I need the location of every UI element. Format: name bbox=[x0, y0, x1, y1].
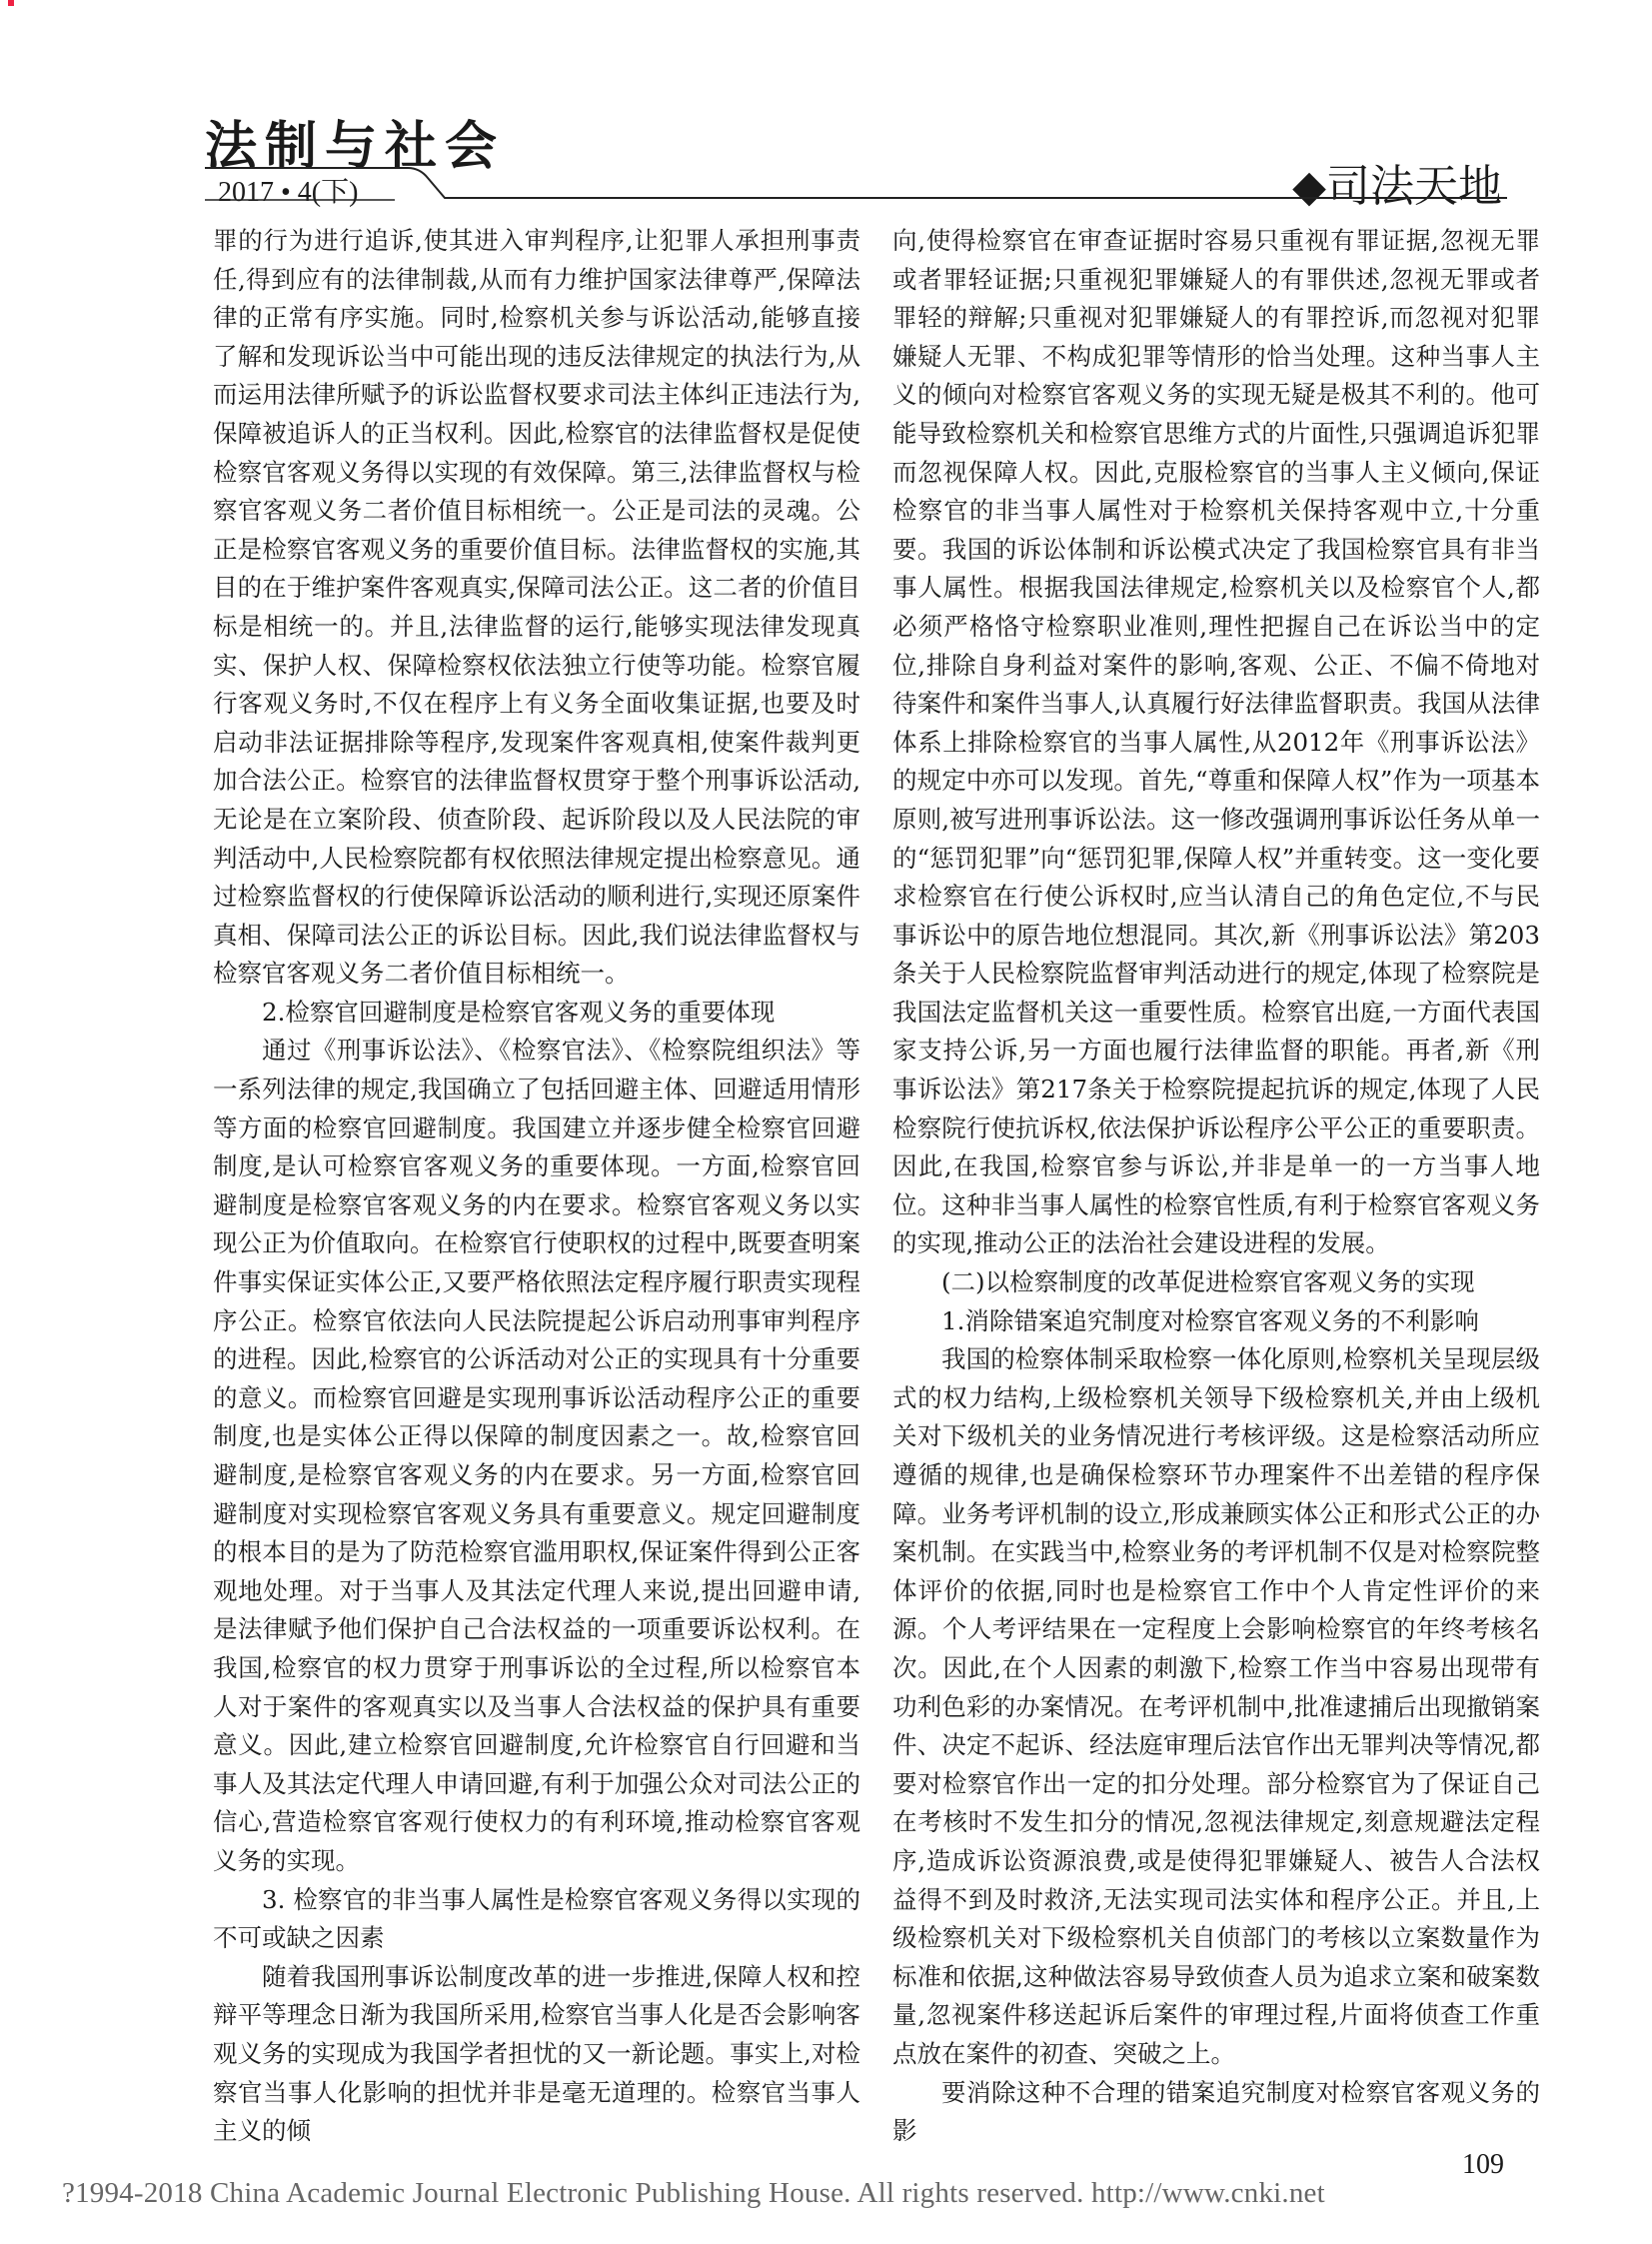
journal-title: 法制与社会 bbox=[205, 116, 506, 177]
body-paragraph: 随着我国刑事诉讼制度改革的进一步推进,保障人权和控辩平等理念日渐为我国所采用,检察官当事人化是否会影响客观义务的实现成为我国学者担忧的又一新论题。事实上,对检察官当事人化影响的担忧并非是毫无道理的。检察官当事人主义的倾 bbox=[213, 1961, 860, 2146]
header-rule bbox=[0, 0, 1652, 240]
body-paragraph: 向,使得检察官在审查证据时容易只重视有罪证据,忽视无罪或者罪轻证据;只重视犯罪嫌疑人的有罪供述,忽视无罪或者罪轻的辩解;只重视对犯罪嫌疑人的有罪控诉,而忽视对犯罪嫌疑人无罪、不构成犯罪等情形的恰当处理。这种当事人主义的倾向对检察官客观义务的实现无疑是极其不利的。他可能导致检察机关和检察官思维方式的片面性,只强调追诉犯罪而忽视保障人权。因此,克服检察官的当事人主义倾向,保证检察官的非当事人属性对于检察机关保持客观中立,十分重要。我国的诉讼体制和诉讼模式决定了我国检察官具有非当事人属性。根据我国法律规定,检察机关以及检察官个人,都必须严格恪守检察职业准则,理性把握自己在诉讼当中的定位,排除自身利益对案件的影响,客观、公正、不偏不倚地对待案件和案件当事人,认真履行好法律监督职责。我国从法律体系上排除检察官的当事人属性,从2012年《刑事诉讼法》的规定中亦可以发现。首先,“尊重和保障人权”作为一项基本原则,被写进刑事诉讼法。这一修改强调刑事诉讼任务从单一的“惩罚犯罪”向“惩罚犯罪,保障人权”并重转变。这一变化要求检察官在行使公诉权时,应当认清自己的角色定位,不与民事诉讼中的原告地位想混同。其次,新《刑事诉讼法》第203条关于人民检察院监督审判活动进行的规定,体现了检察院是我国法定监督机关这一重要性质。检察官出庭,一方面代表国家支持公诉,另一方面也履行法律监督的职能。再者,新《刑事诉讼法》第217条关于检察院提起抗诉的规定,体现了人民检察院行使抗诉权,依法保护诉讼程序公平公正的重要职责。因此,在我国,检察官参与诉讼,并非是单一的一方当事人地位。这种非当事人属性的检察官性质,有利于检察官客观义务的实现,推动公正的法治社会建设进程的发展。 bbox=[892, 226, 1540, 1258]
section-heading: (二)以检察制度的改革促进检察官客观义务的实现 bbox=[941, 1267, 1475, 1297]
section-heading: 1.消除错案追究制度对检察官客观义务的不利影响 bbox=[941, 1305, 1479, 1335]
right-column bbox=[892, 222, 1540, 2151]
section-label: ◆司法天地 bbox=[1292, 161, 1502, 212]
body-paragraph: 要消除这种不合理的错案追究制度对检察官客观义务的影 bbox=[892, 2077, 1540, 2146]
section-heading: 3. 检察官的非当事人属性是检察官客观义务得以实现的不可或缺之因素 bbox=[213, 1884, 860, 1953]
body-paragraph: 罪的行为进行追诉,使其进入审判程序,让犯罪人承担刑事责任,得到应有的法律制裁,从而有力维护国家法律尊严,保障法律的正常有序实施。同时,检察机关参与诉讼活动,能够直接了解和发现诉讼当中可能出现的违反法律规定的执法行为,从而运用法律所赋予的诉讼监督权要求司法主体纠正违法行为,保障被追诉人的正当权利。因此,检察官的法律监督权是促使检察官客观义务得以实现的有效保障。第三,法律监督权与检察官客观义务二者价值目标相统一。公正是司法的灵魂。公正是检察官客观义务的重要价值目标。法律监督权的实施,其目的在于维护案件客观真实,保障司法公正。这二者的价值目标是相统一的。并且,法律监督的运行,能够实现法律发现真实、保护人权、保障检察权依法独立行使等功能。检察官履行客观义务时,不仅在程序上有义务全面收集证据,也要及时启动非法证据排除等程序,发现案件客观真相,使案件裁判更加合法公正。检察官的法律监督权贯穿于整个刑事诉讼活动,无论是在立案阶段、侦查阶段、起诉阶段以及人民法院的审判活动中,人民检察院都有权依照法律规定提出检察意见。通过检察监督权的行使保障诉讼活动的顺利进行,实现还原案件真相、保障司法公正的诉讼目标。因此,我们说法律监督权与检察官客观义务二者价值目标相统一。 bbox=[213, 226, 860, 989]
page-number: 109 bbox=[1462, 2149, 1504, 2180]
body-paragraph: 通过《刑事诉讼法》、《检察官法》、《检察院组织法》等一系列法律的规定,我国确立了包括回避主体、回避适用情形等方面的检察官回避制度。我国建立并逐步健全检察官回避制度,是认可检察官客观义务的重要体现。一方面,检察官回避制度是检察官客观义务的内在要求。检察官客观义务以实现公正为价值取向。在检察官行使职权的过程中,既要查明案件事实保证实体公正,又要严格依照法定程序履行职责实现程序公正。检察官依法向人民法院提起公诉启动刑事审判程序的进程。因此,检察官的公诉活动对公正的实现具有十分重要的意义。而检察官回避是实现刑事诉讼活动程序公正的重要制度,也是实体公正得以保障的制度因素之一。故,检察官回避制度,是检察官客观义务的内在要求。另一方面,检察官回避制度对实现检察官客观义务具有重要意义。规定回避制度的根本目的是为了防范检察官滥用职权,保证案件得到公正客观地处理。对于当事人及其法定代理人来说,提出回避申请,是法律赋予他们保护自己合法权益的一项重要诉讼权利。在我国,检察官的权力贯穿于刑事诉讼的全过程,所以检察官本人对于案件的客观真实以及当事人合法权益的保护具有重要意义。因此,建立检察官回避制度,允许检察官自行回避和当事人及其法定代理人申请回避,有利于加强公众对司法公正的信心,营造检察官客观行使权力的有利环境,推动检察官客观义务的实现。 bbox=[213, 1036, 860, 1875]
section-heading: 2.检察官回避制度是检察官客观义务的重要体现 bbox=[262, 997, 776, 1027]
issue-number: 2017 • 4(下) bbox=[218, 177, 359, 208]
left-column bbox=[213, 222, 860, 2151]
copyright-footer: ?1994-2018 China Academic Journal Electronic Publishing House. All rights reserved. http://www.cnki.net bbox=[62, 2177, 1325, 2209]
body-paragraph: 我国的检察体制采取检察一体化原则,检察机关呈现层级式的权力结构,上级检察机关领导下级检察机关,并由上级机关对下级机关的业务情况进行考核评级。这是检察活动所应遵循的规律,也是确保检察环节办理案件不出差错的程序保障。业务考评机制的设立,形成兼顾实体公正和形式公正的办案机制。在实践当中,检察业务的考评机制不仅是对检察院整体评价的依据,同时也是检察官工作中个人肯定性评价的来源。个人考评结果在一定程度上会影响检察官的年终考核名次。因此,在个人因素的刺激下,检察工作当中容易出现带有功利色彩的办案情况。在考评机制中,批准逮捕后出现撤销案件、决定不起诉、经法庭审理后法官作出无罪判决等情况,都要对检察官作出一定的扣分处理。部分检察官为了保证自己在考核时不发生扣分的情况,忽视法律规定,刻意规避法定程序,造成诉讼资源浪费,或是使得犯罪嫌疑人、被告人合法权益得不到及时救济,无法实现司法实体和程序公正。并且,上级检察机关对下级检察机关自侦部门的考核以立案数量作为标准和依据,这种做法容易导致侦查人员为追求立案和破案数量,忽视案件移送起诉后案件的审理过程,片面将侦查工作重点放在案件的初查、突破之上。 bbox=[892, 1344, 1540, 2068]
